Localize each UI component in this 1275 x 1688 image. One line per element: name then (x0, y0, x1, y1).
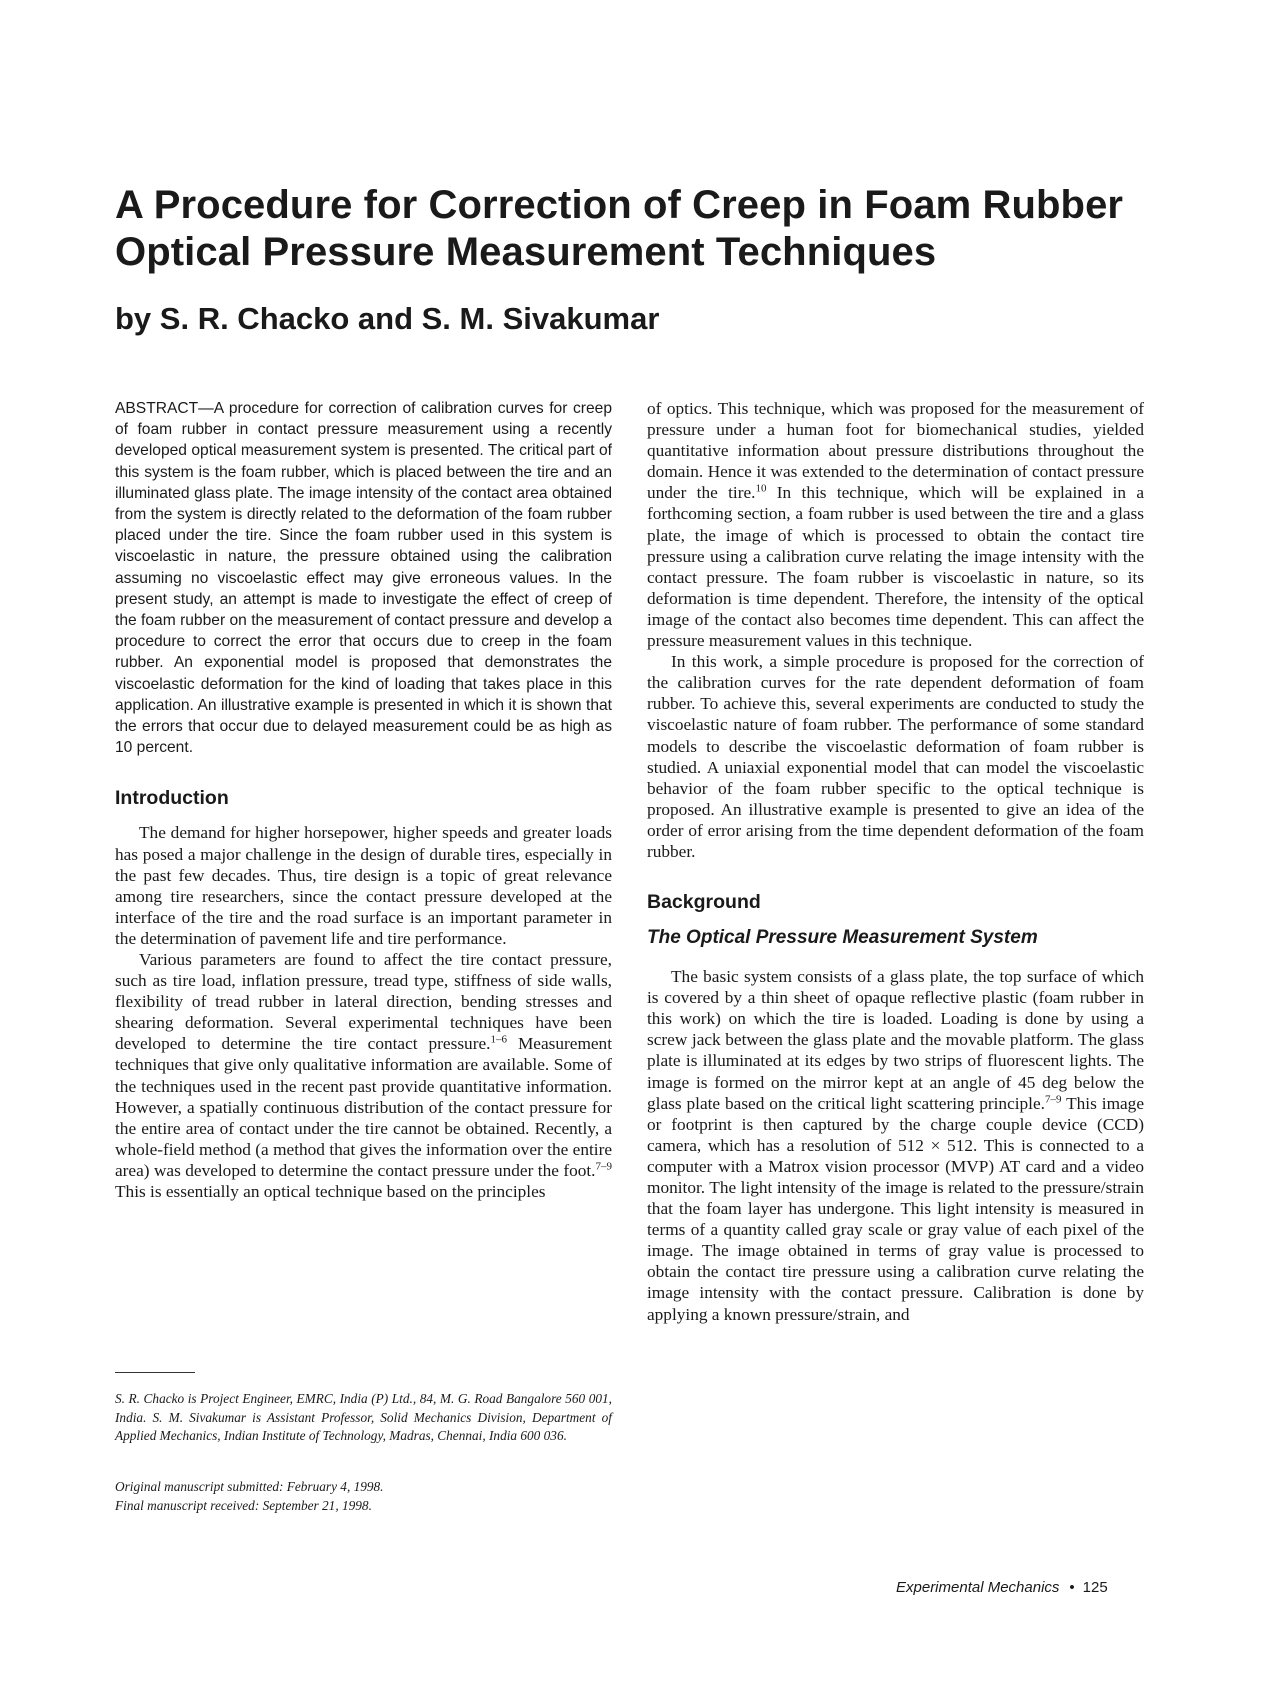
citation-ref: 1–6 (490, 1033, 507, 1046)
background-paragraph-1 (647, 966, 1144, 1325)
left-column (115, 398, 612, 1202)
journal-name: Experimental Mechanics (896, 1579, 1060, 1596)
paper-title: A Procedure for Correction of Creep in Foam Rubber Optical Pressure Measurement Techniques (115, 183, 1124, 274)
abstract: ABSTRACT—A procedure for correction of calibration curves for creep of foam rubber in contact pressure measurement using a recently developed optical measurement system is presented. The critical part of this system is the foam rubber, which is placed between the tire and an illuminated glass plate. The image intensity of the contact area obtained from the system is directly related to the deformation of the foam rubber placed under the tire. Since the foam rubber used in this system is viscoelastic in nature, the pressure obtained using the calibration assuming no viscoelastic effect may give erroneous values. In the present study, an attempt is made to investigate the effect of creep of the foam rubber on the measurement of contact pressure and develop a procedure to correct the error that occurs due to creep in the foam rubber. An exponential model is proposed that demonstrates the viscoelastic deformation for the kind of loading that takes place in this application. An illustrative example is presented in which it is shown that the errors that occur due to delayed measurement could be as high as 10 percent. (115, 400, 612, 757)
intro-paragraph-1: The demand for higher horsepower, higher speeds and greater loads has posed a major challenge in the design of durable tires, especially in the past few decades. Thus, tire design is a topic of great relevance among tire researchers, since the contact pressure developed at the interface of the tire and the road surface is an important parameter in the determination of pavement life and tire performance. (115, 823, 612, 948)
footnote-divider (115, 1372, 195, 1373)
bg-p1-text-b: This image or footprint is then captured by the charge couple device (CCD) camera, which has a resolution of 512 × 512. This is connected to a computer with a Matrox vision processor (MVP) AT card and a video monitor. The light intensity of the image is related to the pressure/strain that the foam layer has undergone. This light intensity is measured in terms of a quantity called gray scale or gray value of each pixel of the image. The image obtained in terms of gray value is processed to obtain the contact tire pressure using a calibration curve relating the image intensity with the contact pressure. Calibration is done by applying a known pressure/strain, and (647, 1093, 1144, 1324)
footer-bullet: • (1069, 1579, 1075, 1596)
citation-ref: 7–9 (1044, 1093, 1062, 1106)
intro-p3-text-a: of optics. This technique, which was proposed for the measurement of pressure under a human foot for biomechanical studies, yielded quantitative information about pressure distributions throughout the domain. Hence it was extended to the determination of contact pressure under the tire. (647, 399, 1144, 503)
subsection-heading-optical-system: The Optical Pressure Measurement System (647, 927, 1038, 949)
intro-p2-text-a: Various parameters are found to affect the tire contact pressure, such as tire load, inflation pressure, tread type, stiffness of side walls, flexibility of tread rubber in lateral direction, bending stresses and shearing deformation. Several experimental techniques have been developed to determine the tire contact pressure. (115, 950, 612, 1054)
footnote-submitted: Original manuscript submitted: February 4, 1998. (115, 1479, 384, 1494)
intro-p2-text-b: Measurement techniques that give only qualitative information are available. Some of the techniques used in the recent past provide quantitative information. However, a spatially continuous distribution of the contact pressure for the entire area of contact under the tire cannot be obtained. Recently, a whole-field method (a method that gives the information over the entire area) was developed to determine the contact pressure under the foot. (115, 1034, 612, 1180)
footnote-received: Final manuscript received: September 21, 1998. (115, 1497, 372, 1513)
intro-p3-text-b: In this technique, which will be explained in a forthcoming section, a foam rubber is used between the tire and a glass plate, the image of which is processed to obtain the contact tire pressure using a calibration curve relating the image intensity with the contact pressure. The foam rubber is viscoelastic in nature, so its deformation is time dependent. Therefore, the intensity of the optical image of the contact also becomes time dependent. This can affect the pressure measurement values in this technique. (647, 483, 1144, 651)
footnote-affiliation: S. R. Chacko is Project Engineer, EMRC, India (P) Ltd., 84, M. G. Road Bangalore 560 001, India. S. M. Sivakumar is Assistant Professor, Solid Mechanics Division, Department of Applied Mechanics, Indian Institute of Technology, Madras, Chennai, India 600 036. (115, 1391, 612, 1444)
right-column (647, 398, 1144, 1325)
citation-ref: 10 (755, 482, 767, 495)
paper-authors: by S. R. Chacko and S. M. Sivakumar (115, 301, 660, 336)
intro-paragraph-3 (647, 398, 1144, 651)
intro-paragraph-2 (115, 949, 612, 1202)
footnote-dates (115, 1478, 612, 1515)
citation-ref: 7–9 (595, 1160, 612, 1173)
section-heading-introduction: Introduction (115, 787, 229, 810)
intro-p2-text-c: This is essentially an optical technique based on the principles (115, 1182, 546, 1202)
bg-p1-text-a: The basic system consists of a glass plate, the top surface of which is covered by a thin sheet of opaque reflective plastic (foam rubber in this work) on which the tire is loaded. Loading is done by using a screw jack between the glass plate and the movable platform. The glass plate is illuminated at its edges by two strips of fluorescent lights. The image is formed on the mirror kept at an angle of 45 deg below the glass plate based on the critical light scattering principle. (647, 967, 1144, 1113)
page-footer (896, 1578, 1108, 1598)
section-heading-background: Background (647, 891, 761, 914)
intro-paragraph-4: In this work, a simple procedure is proposed for the correction of the calibration curves for the rate dependent deformation of foam rubber. To achieve this, several experiments are conducted to study the viscoelastic nature of foam rubber. The performance of some standard models to describe the viscoelastic deformation of foam rubber is studied. A uniaxial exponential model that can model the viscoelastic behavior of the foam rubber specific to the optical technique is proposed. An illustrative example is presented to give an idea of the order of error arising from the time dependent deformation of the foam rubber. (647, 652, 1144, 861)
page-number: 125 (1082, 1579, 1108, 1596)
